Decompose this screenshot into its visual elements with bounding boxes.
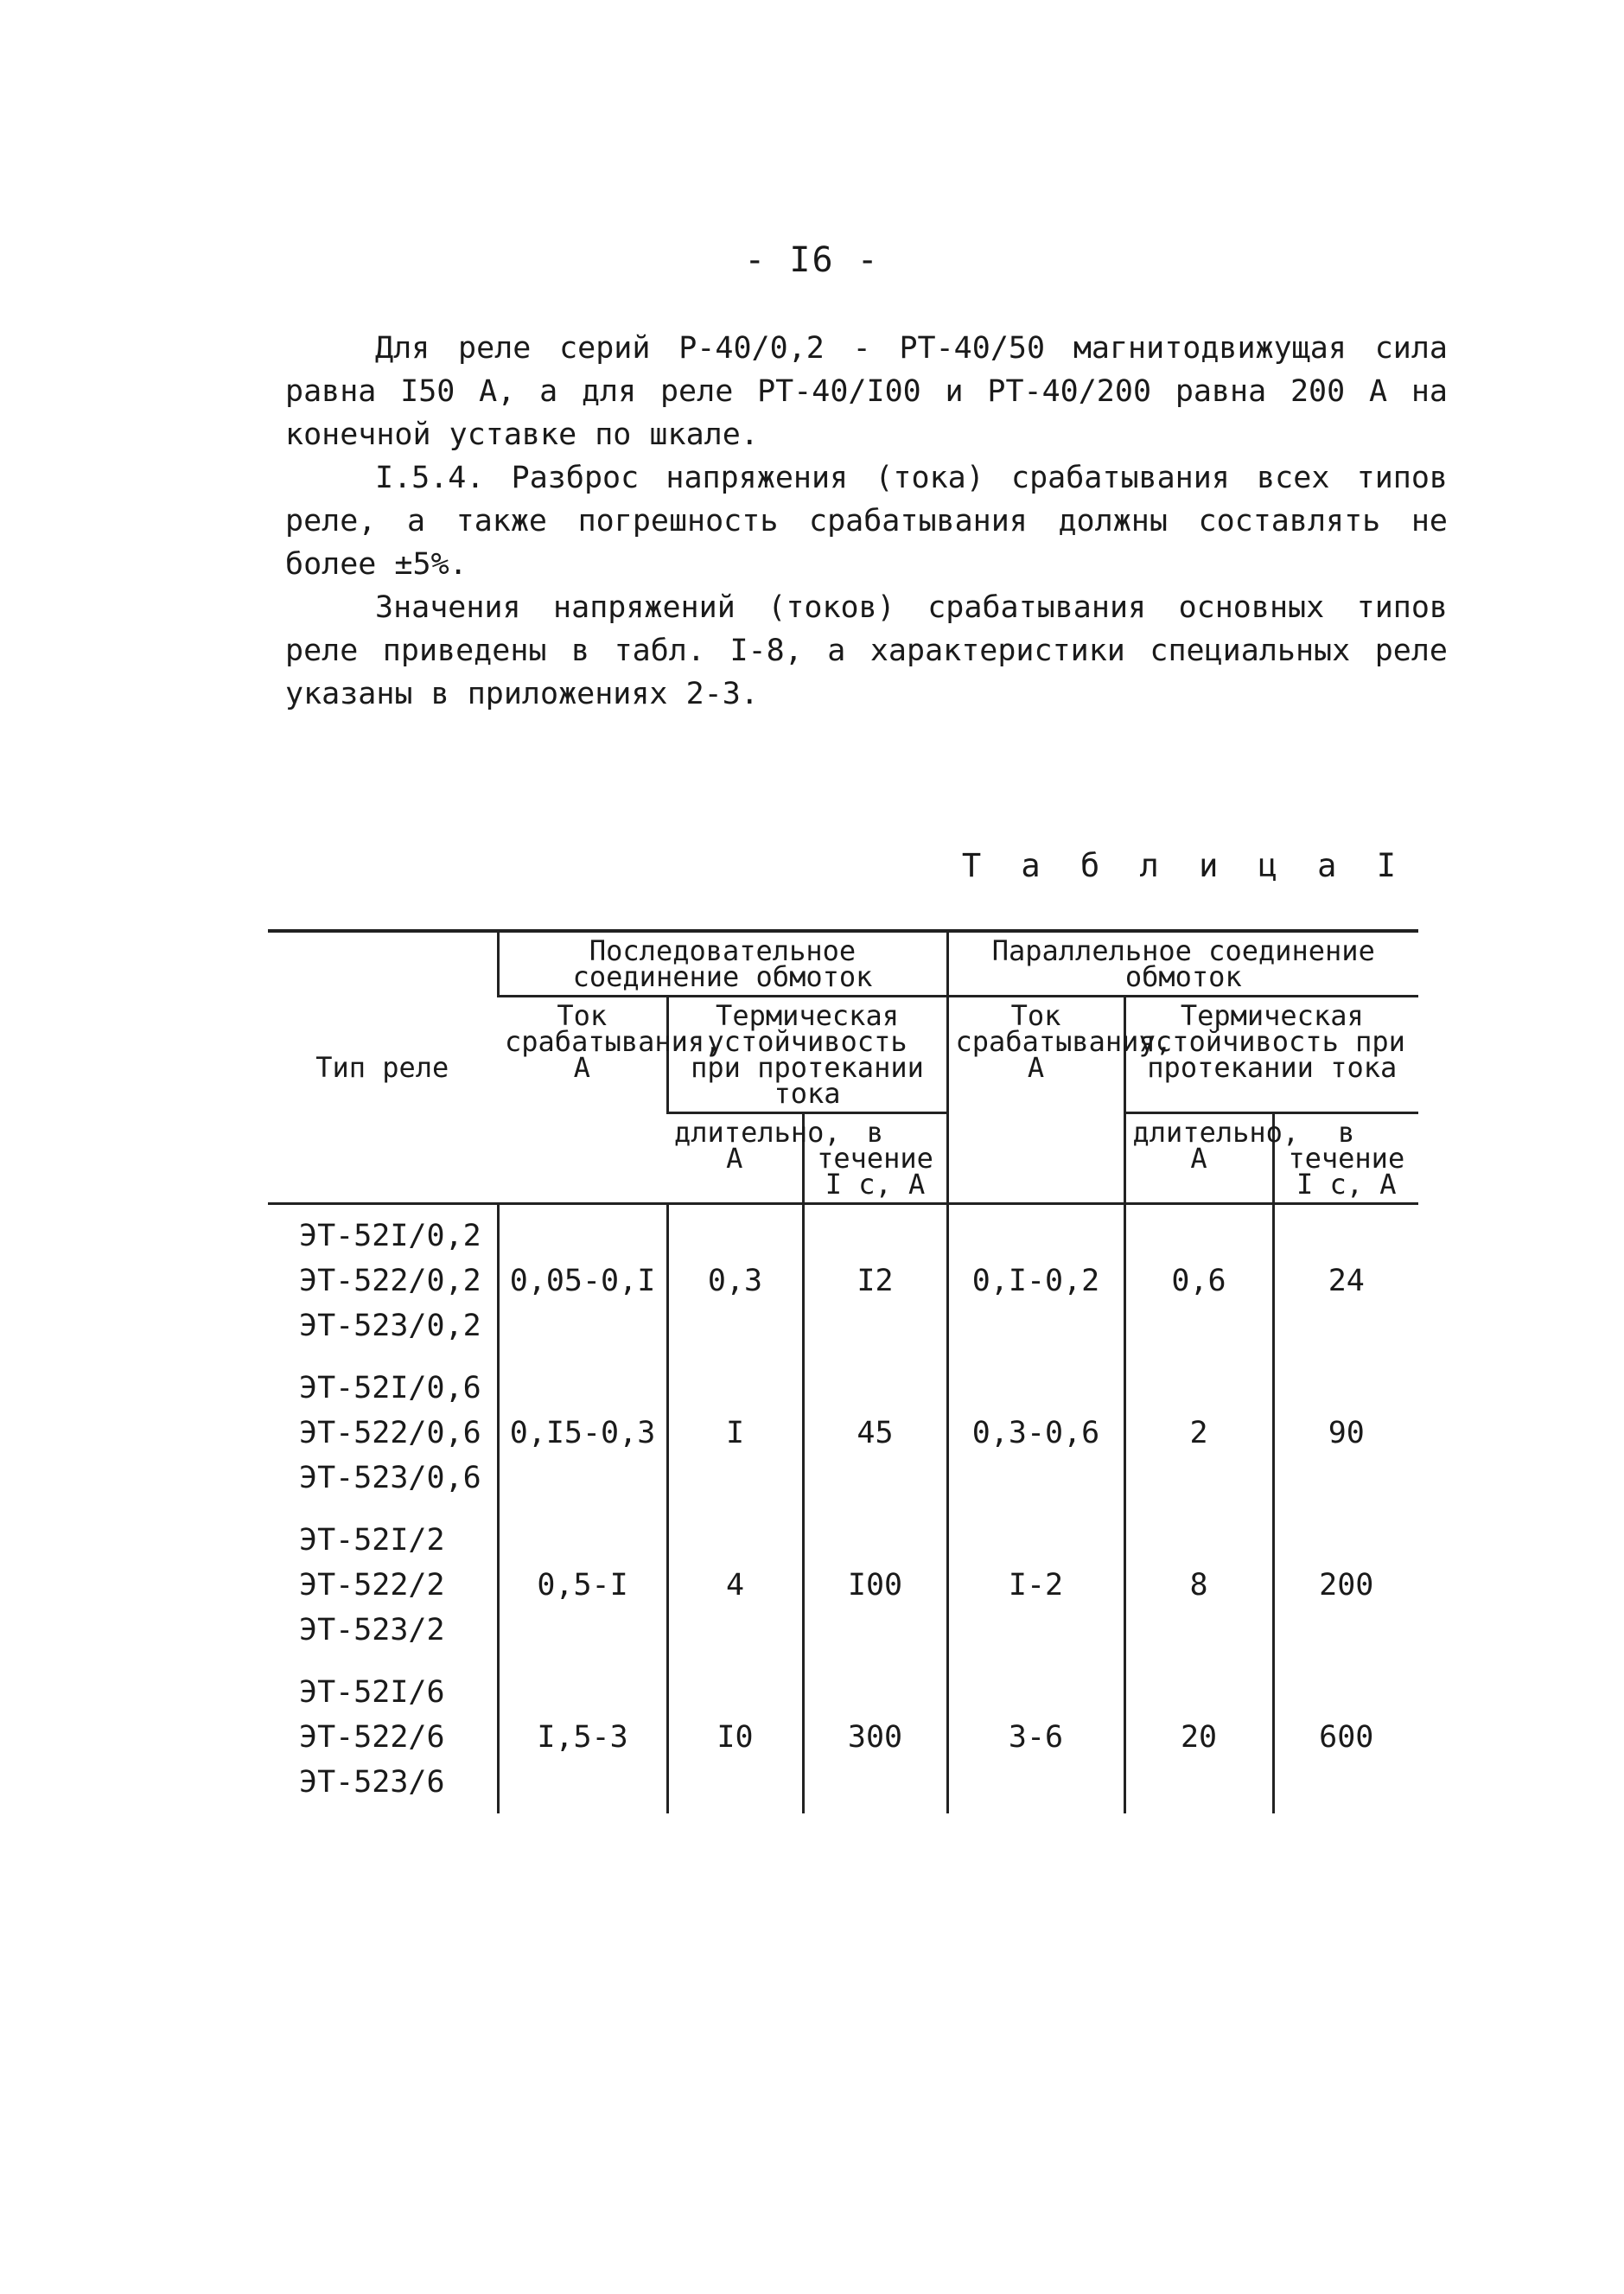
header-parallel-continuous: длительно, А [1124,1113,1273,1204]
body-text [285,327,1448,716]
relay-types: ЭТ-52I/0,6 ЭТ-522/0,6 ЭТ-523/0,6 [299,1371,481,1495]
page-number: - I6 - [744,240,880,280]
series-pickup: 0,I5-0,3 [498,1357,667,1509]
series-one-second: I00 [803,1509,947,1661]
header-series-thermal: Термическая устойчивость при протекании тока [667,997,947,1113]
header-series-pickup: Ток срабатывания, А [498,997,667,1204]
header-series-continuous: длительно, А [667,1113,803,1204]
series-one-second: 45 [803,1357,947,1509]
parallel-one-second: 200 [1273,1509,1418,1661]
table-row [268,1509,1418,1661]
series-continuous: 0,3 [667,1204,803,1358]
table-row [268,1357,1418,1509]
series-pickup: 0,5-I [498,1509,667,1661]
header-parallel-thermal: Термическая устойчивость при протекании тока [1124,997,1418,1113]
series-pickup: 0,05-0,I [498,1204,667,1358]
series-pickup: I,5-3 [498,1661,667,1813]
series-one-second: 300 [803,1661,947,1813]
header-parallel-connection: Параллельное соединение обмоток [947,931,1418,997]
table-caption: Т а б л и ц а I [961,847,1406,884]
paragraph: Значения напряжений (токов) срабатывания основных типов реле приведены в табл. I-8, а характеристики специальных реле указаны в приложениях 2-3. [285,590,1448,711]
parallel-continuous: 8 [1124,1509,1273,1661]
header-series-connection: Последовательное соединение обмоток [498,931,947,997]
relay-types: ЭТ-52I/6 ЭТ-522/6 ЭТ-523/6 [299,1675,445,1800]
parallel-continuous: 20 [1124,1661,1273,1813]
parallel-one-second: 24 [1273,1204,1418,1358]
series-one-second: I2 [803,1204,947,1358]
relay-table [268,929,1418,1813]
table-row [268,1661,1418,1813]
header-series-one-second: в течение I с, А [803,1113,947,1204]
parallel-continuous: 2 [1124,1357,1273,1509]
parallel-pickup: 0,I-0,2 [947,1204,1124,1358]
series-continuous: I [667,1357,803,1509]
series-continuous: 4 [667,1509,803,1661]
table-row [268,1204,1418,1358]
paragraph: Для реле серий Р-40/0,2 - РТ-40/50 магнитодвижущая сила равна I50 А, а для реле РТ-40/I00 и РТ-40/200 равна 200 А на конечной уставке по шкале. [285,331,1448,452]
relay-types: ЭТ-52I/2 ЭТ-522/2 ЭТ-523/2 [299,1523,445,1647]
series-continuous: I0 [667,1661,803,1813]
parallel-pickup: I-2 [947,1509,1124,1661]
parallel-one-second: 600 [1273,1661,1418,1813]
parallel-one-second: 90 [1273,1357,1418,1509]
parallel-continuous: 0,6 [1124,1204,1273,1358]
relay-types: ЭТ-52I/0,2 ЭТ-522/0,2 ЭТ-523/0,2 [299,1219,481,1343]
parallel-pickup: 3-6 [947,1661,1124,1813]
parallel-pickup: 0,3-0,6 [947,1357,1124,1509]
header-type: Тип реле [268,931,498,1204]
header-parallel-pickup: Ток срабатывания, А [947,997,1124,1204]
header-parallel-one-second: в течение I с, А [1273,1113,1418,1204]
paragraph: I.5.4. Разброс напряжения (тока) срабатывания всех типов реле, а также погрешность срабатывания должны составлять не более ±5%. [285,461,1448,582]
